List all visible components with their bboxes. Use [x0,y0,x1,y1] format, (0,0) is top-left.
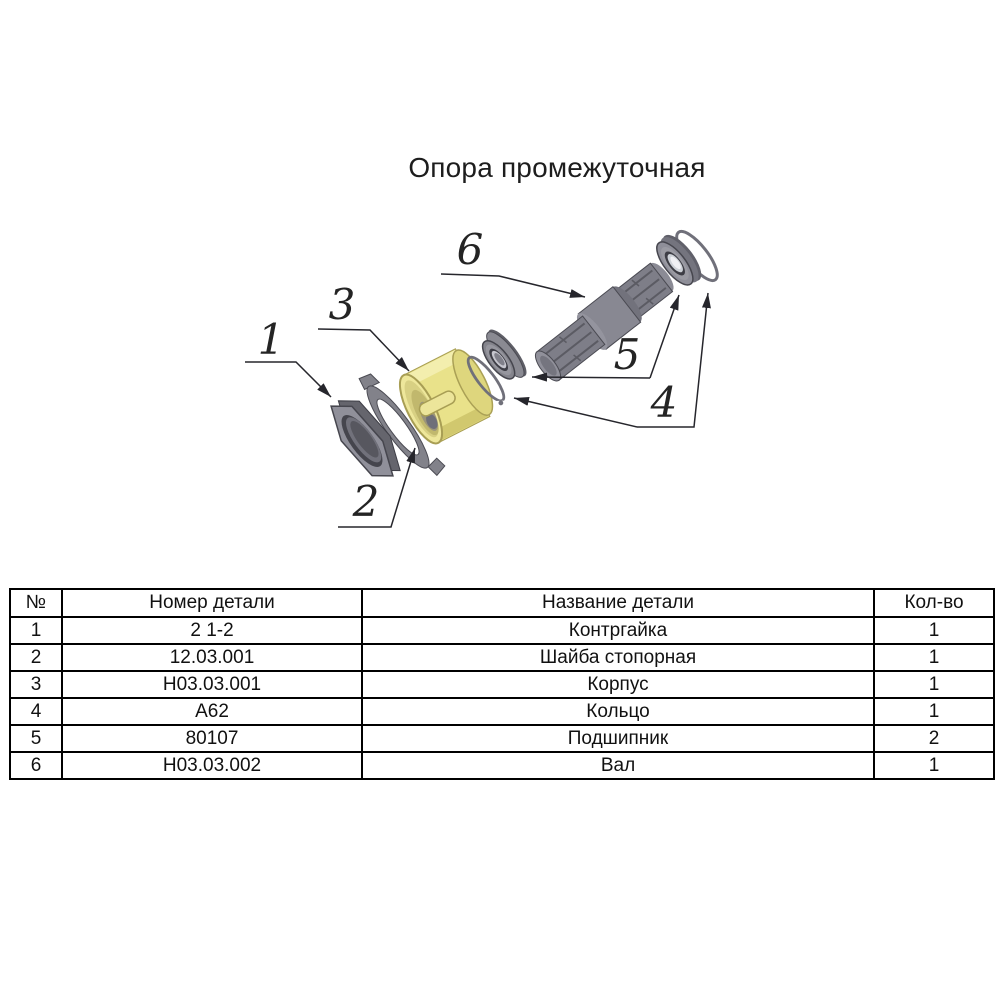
col-header-part-number: Номер детали [62,589,362,617]
table-row [10,671,994,698]
parts-table [9,588,995,780]
leader-line-5b [650,295,679,378]
col-header-qty: Кол-во [874,589,994,617]
cell-qty: 1 [874,698,994,725]
cell-index: 5 [10,725,62,752]
leader-line-1 [245,362,331,397]
cell-index: 2 [10,644,62,671]
table-row [10,644,994,671]
cell-part-name: Кольцо [362,698,874,725]
callout-label-5: 5 [613,330,641,379]
cell-part-name: Контргайка [362,617,874,644]
cell-qty: 1 [874,752,994,779]
callout-label-2: 2 [352,477,380,526]
cell-qty: 1 [874,671,994,698]
col-header-part-name: Название детали [362,589,874,617]
cell-index: 6 [10,752,62,779]
cell-part-number: А62 [62,698,362,725]
callout-label-4: 4 [650,378,678,427]
callout-label-1: 1 [257,315,285,364]
cell-part-name: Вал [362,752,874,779]
exploded-view-diagram [230,215,750,555]
cell-qty: 1 [874,617,994,644]
leader-line-4a [514,398,637,427]
table-row [10,752,994,779]
table-row [10,617,994,644]
leader-line-3 [318,329,409,371]
cell-part-number: Н03.03.001 [62,671,362,698]
shaft [528,255,681,388]
callout-label-6: 6 [456,225,484,274]
cell-part-number: 80107 [62,725,362,752]
housing [392,343,501,449]
cell-part-name: Шайба стопорная [362,644,874,671]
cell-part-name: Корпус [362,671,874,698]
callout-label-3: 3 [328,280,356,329]
cell-part-number: Н03.03.002 [62,752,362,779]
cell-qty: 2 [874,725,994,752]
leader-line-6 [441,274,585,297]
col-header-index: № [10,589,62,617]
cell-part-name: Подшипник [362,725,874,752]
cell-qty: 1 [874,644,994,671]
cell-part-number: 2 1-2 [62,617,362,644]
table-row [10,725,994,752]
cell-index: 1 [10,617,62,644]
cell-index: 3 [10,671,62,698]
drawing-title: Опора промежуточная [408,152,706,183]
cell-index: 4 [10,698,62,725]
table-header-row [10,589,994,617]
table-row [10,698,994,725]
cell-part-number: 12.03.001 [62,644,362,671]
